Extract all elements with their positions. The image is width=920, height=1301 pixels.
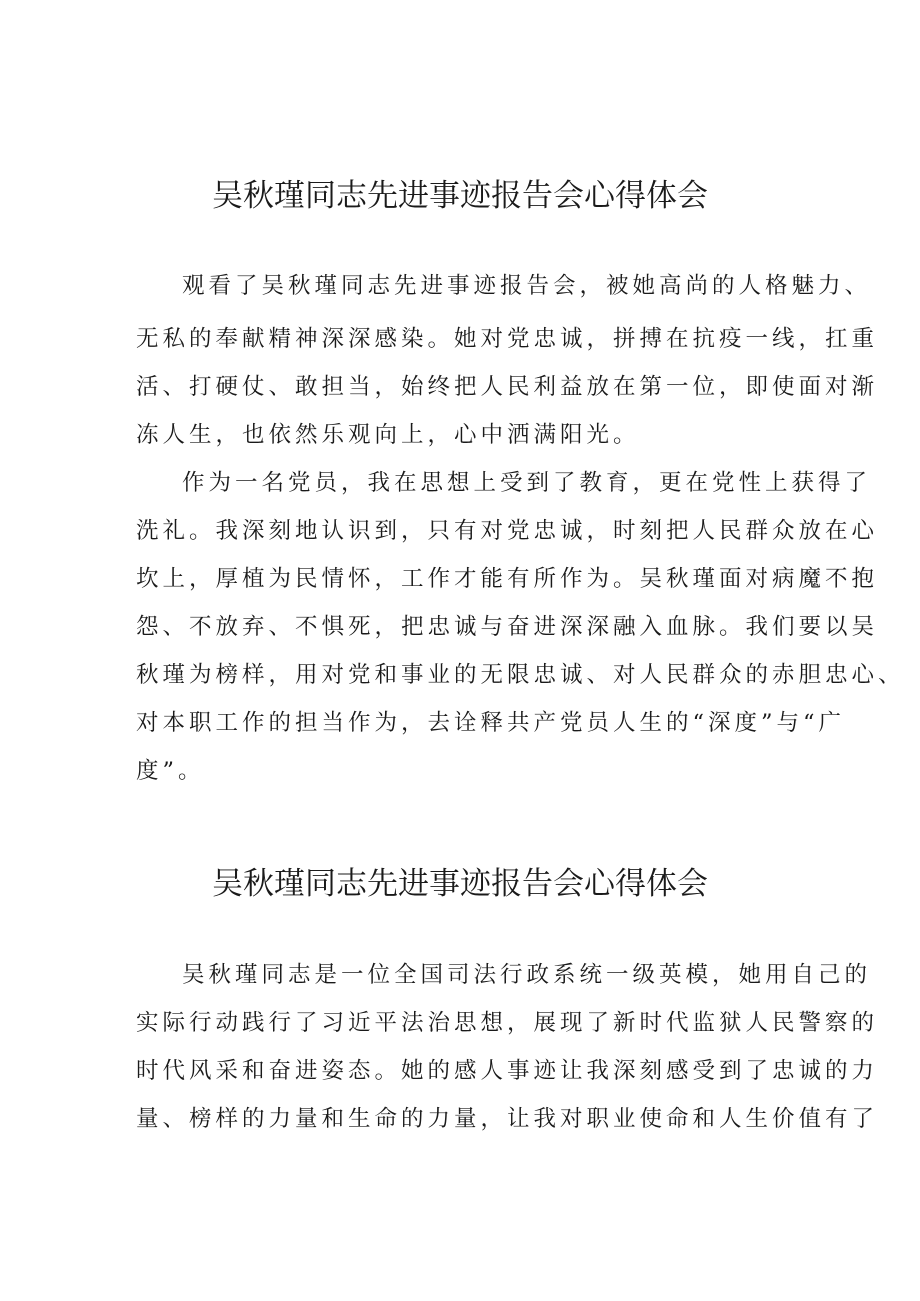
paragraph-3-line: 时代风采和奋进姿态。她的感人事迹让我深刻感受到了忠诚的力 xyxy=(136,1058,879,1084)
paragraph-2-line: 度”。 xyxy=(136,758,205,784)
paragraph-2-line: 洗礼。我深刻地认识到，只有对党忠诚，时刻把人民群众放在心 xyxy=(136,518,879,544)
paragraph-2-line: 对本职工作的担当作为，去诠释共产党员人生的“深度”与“广 xyxy=(136,710,846,736)
paragraph-1-line: 活、打硬仗、敢担当，始终把人民利益放在第一位，即使面对渐 xyxy=(136,374,879,400)
paragraph-2-line: 坎上，厚植为民情怀，工作才能有所作为。吴秋瑾面对病魔不抱 xyxy=(136,566,879,592)
paragraph-1-line: 观看了吴秋瑾同志先进事迹报告会，被她高尚的人格魅力、 xyxy=(182,273,872,299)
paragraph-2-line: 怨、不放弃、不惧死，把忠诚与奋进深深融入血脉。我们要以吴 xyxy=(136,614,879,640)
paragraph-1-line: 无私的奉献精神深深感染。她对党忠诚，拼搏在抗疫一线，扛重 xyxy=(136,326,879,352)
paragraph-2-line: 作为一名党员，我在思想上受到了教育，更在党性上获得了 xyxy=(182,470,872,496)
section-1-title: 吴秋瑾同志先进事迹报告会心得体会 xyxy=(212,178,708,214)
paragraph-3-line: 量、榜样的力量和生命的力量，让我对职业使命和人生价值有了 xyxy=(136,1106,879,1132)
section-2-title: 吴秋瑾同志先进事迹报告会心得体会 xyxy=(212,866,708,902)
paragraph-1-line: 冻人生，也依然乐观向上，心中洒满阳光。 xyxy=(136,422,640,448)
paragraph-3-line: 实际行动践行了习近平法治思想，展现了新时代监狱人民警察的 xyxy=(136,1010,879,1036)
paragraph-3-line: 吴秋瑾同志是一位全国司法行政系统一级英模，她用自己的 xyxy=(182,962,872,988)
paragraph-2-line: 秋瑾为榜样，用对党和事业的无限忠诚、对人民群众的赤胆忠心、 xyxy=(136,662,905,688)
